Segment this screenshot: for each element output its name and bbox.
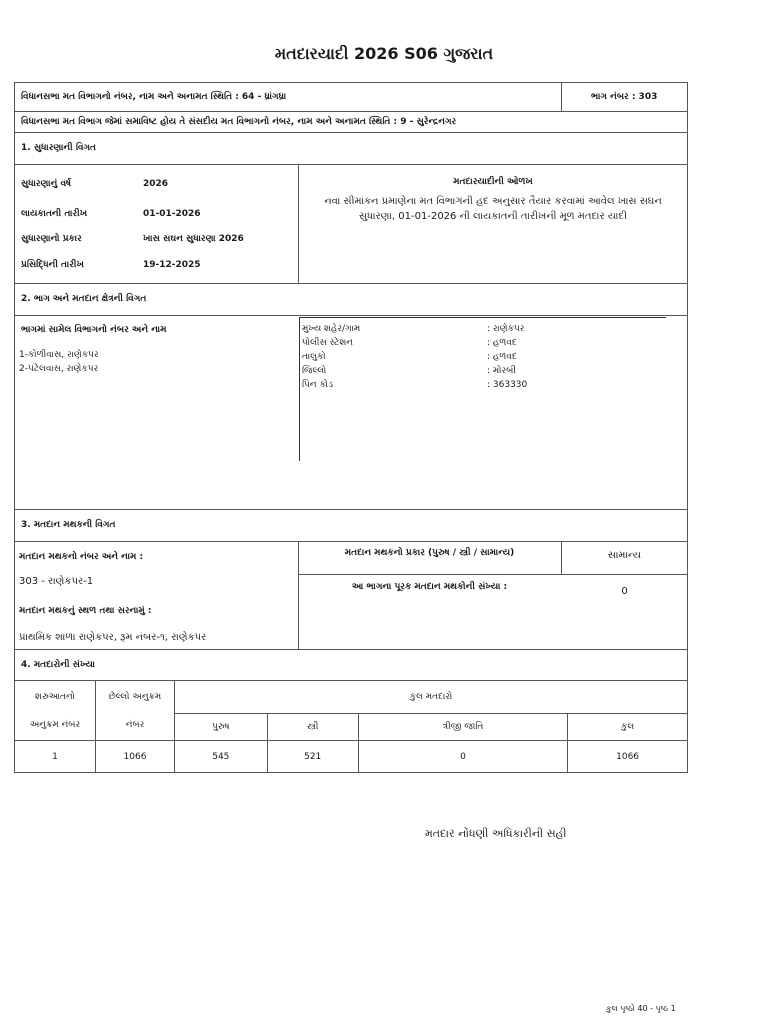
qualifying-date-label: લાયકાતની તારીખ [21,209,88,219]
last-serial-header-line-2: નંબર [125,719,145,730]
address-pincode-value: : 363330 [487,380,528,390]
areas-heading: ભાગમાં સામેલ વિભાગનો નંબર અને નામ [21,325,167,335]
address-city-label: મુખ્ય શહેર/ગામ [302,324,361,334]
total-header: કુલ [568,714,688,741]
third-gender-value: 0 [358,741,567,773]
area-item-2: 2-પટેલવાસ, રાણેકપર [19,364,99,374]
section-heading: 3. મતદાન મથકની વિગત [21,520,116,530]
last-serial-value: 1066 [96,741,175,773]
revision-year-value: 2026 [143,179,169,189]
divider [15,315,687,316]
auxiliary-stations-label: આ ભાગના પૂરક મતદાન મથકોની સંખ્યા : [351,582,508,592]
revision-type-label: સુધારણાનો પ્રકાર [21,234,82,244]
male-value: 545 [175,741,268,773]
address-pincode-label: પિન કોડ [302,380,333,390]
table-row [15,741,688,773]
roll-identity-heading: મતદારયાદીની ઓળખ [453,177,533,187]
address-taluka-value: : હળવદ [487,352,517,362]
last-serial-header-line-1: છેલ્લો અનુક્રમ [108,691,162,702]
assembly-constituency: વિધાનસભા મત વિભાગનો નંબર, નામ અને અનામત સ્થિતિ : 64 - ધ્રાંગધ્રા [21,92,287,102]
female-value: 521 [267,741,358,773]
divider [298,574,687,575]
address-police-value: : હળવદ [487,338,517,348]
parliament-constituency: વિધાનસભા મત વિભાગ જેમાં સમાવિષ્ટ હોય તે સંસદીય મત વિભાગનો નંબર, નામ અને અનામત સ્થિતિ : 9 - સુરેન્દ્રનગર [21,117,457,127]
revision-type-value: ખાસ સઘન સુધારણા 2026 [143,234,244,244]
address-taluka-label: તાલુકો [302,352,326,362]
start-serial-header [15,681,96,741]
publication-date-value: 19-12-2025 [143,260,201,270]
section-part-area-details [14,283,688,510]
section-heading: 4. મતદારોની સંખ્યા [21,660,96,670]
address-district-label: જિલ્લો [302,366,327,376]
divider [561,83,562,111]
revision-year-label: સુધારણાનું વર્ષ [21,179,72,189]
address-box [299,317,666,461]
roll-identity-line-1: નવા સીમાંકન પ્રમાણેના મત વિભાગની હદ અનુસાર તૈયાર કરવામાં આવેલ ખાસ સઘન [324,196,662,207]
station-type-label: મતદાન મથકનો પ્રકાર (પુરુષ / સ્ત્રી / સામાન્ય) [344,548,515,558]
section-polling-station [14,509,688,650]
address-district-value: : મોરબી [487,366,516,376]
last-serial-header [96,681,175,741]
page-footer: કુલ પૃષ્ઠો 40 - પૃષ્ઠ 1 [606,1004,676,1013]
publication-date-label: પ્રસિદ્ધિની તારીખ [21,260,84,270]
total-value: 1066 [568,741,688,773]
station-location-value: પ્રાથમિક શાળા રાણેકપર, રૂમ નંબર-૧, રાણેકપર [19,632,207,643]
header-parliament-row [14,111,688,133]
total-voters-header: કુલ મતદારો [175,681,688,714]
male-header: પુરુષ [175,714,268,741]
divider [15,541,687,542]
station-location-label: મતદાન મથકનું સ્થળ તથા સરનામું : [19,606,152,616]
part-number: ભાગ નંબર : 303 [591,92,658,102]
section-heading: 1. સુધારણાની વિગત [21,143,97,153]
page-title: મતદારયાદી 2026 S06 ગુજરાત [274,44,494,63]
voter-count-table [14,680,688,772]
start-serial-header-line-2: અનુક્રમ નંબર [29,719,81,730]
station-type-value: સામાન્ય [607,550,642,561]
start-serial-header-line-1: શરુઆતનો [35,691,75,702]
qualifying-date-value: 01-01-2026 [143,209,201,219]
section-voter-count-heading [14,649,688,681]
header-assembly-row [14,82,688,112]
third-gender-header: ત્રીજી જાતિ [358,714,567,741]
section-heading: 2. ભાગ અને મતદાન ક્ષેત્રની વિગત [21,294,147,304]
auxiliary-stations-value: 0 [621,586,628,597]
section-revision-details [14,132,688,284]
address-police-label: પોલીસ સ્ટેશન [302,338,353,348]
female-header: સ્ત્રી [267,714,358,741]
address-city-value: : રાણેકપર [487,324,525,334]
divider [15,164,687,165]
station-value: 303 - રાણેકપર-1 [19,576,94,587]
start-serial-value: 1 [15,741,96,773]
signature-label: મતદાર નોંધણી અધિકારીની સહી [425,827,567,840]
roll-identity-line-2: સુધારણા, 01-01-2026 ની લાયકાતની તારીખની મૂળ મતદાર યાદી [359,211,627,222]
station-label: મતદાન મથકનો નંબર અને નામ : [19,552,144,562]
area-item-1: 1-કોળીવાસ, રાણેકપર [19,350,99,360]
